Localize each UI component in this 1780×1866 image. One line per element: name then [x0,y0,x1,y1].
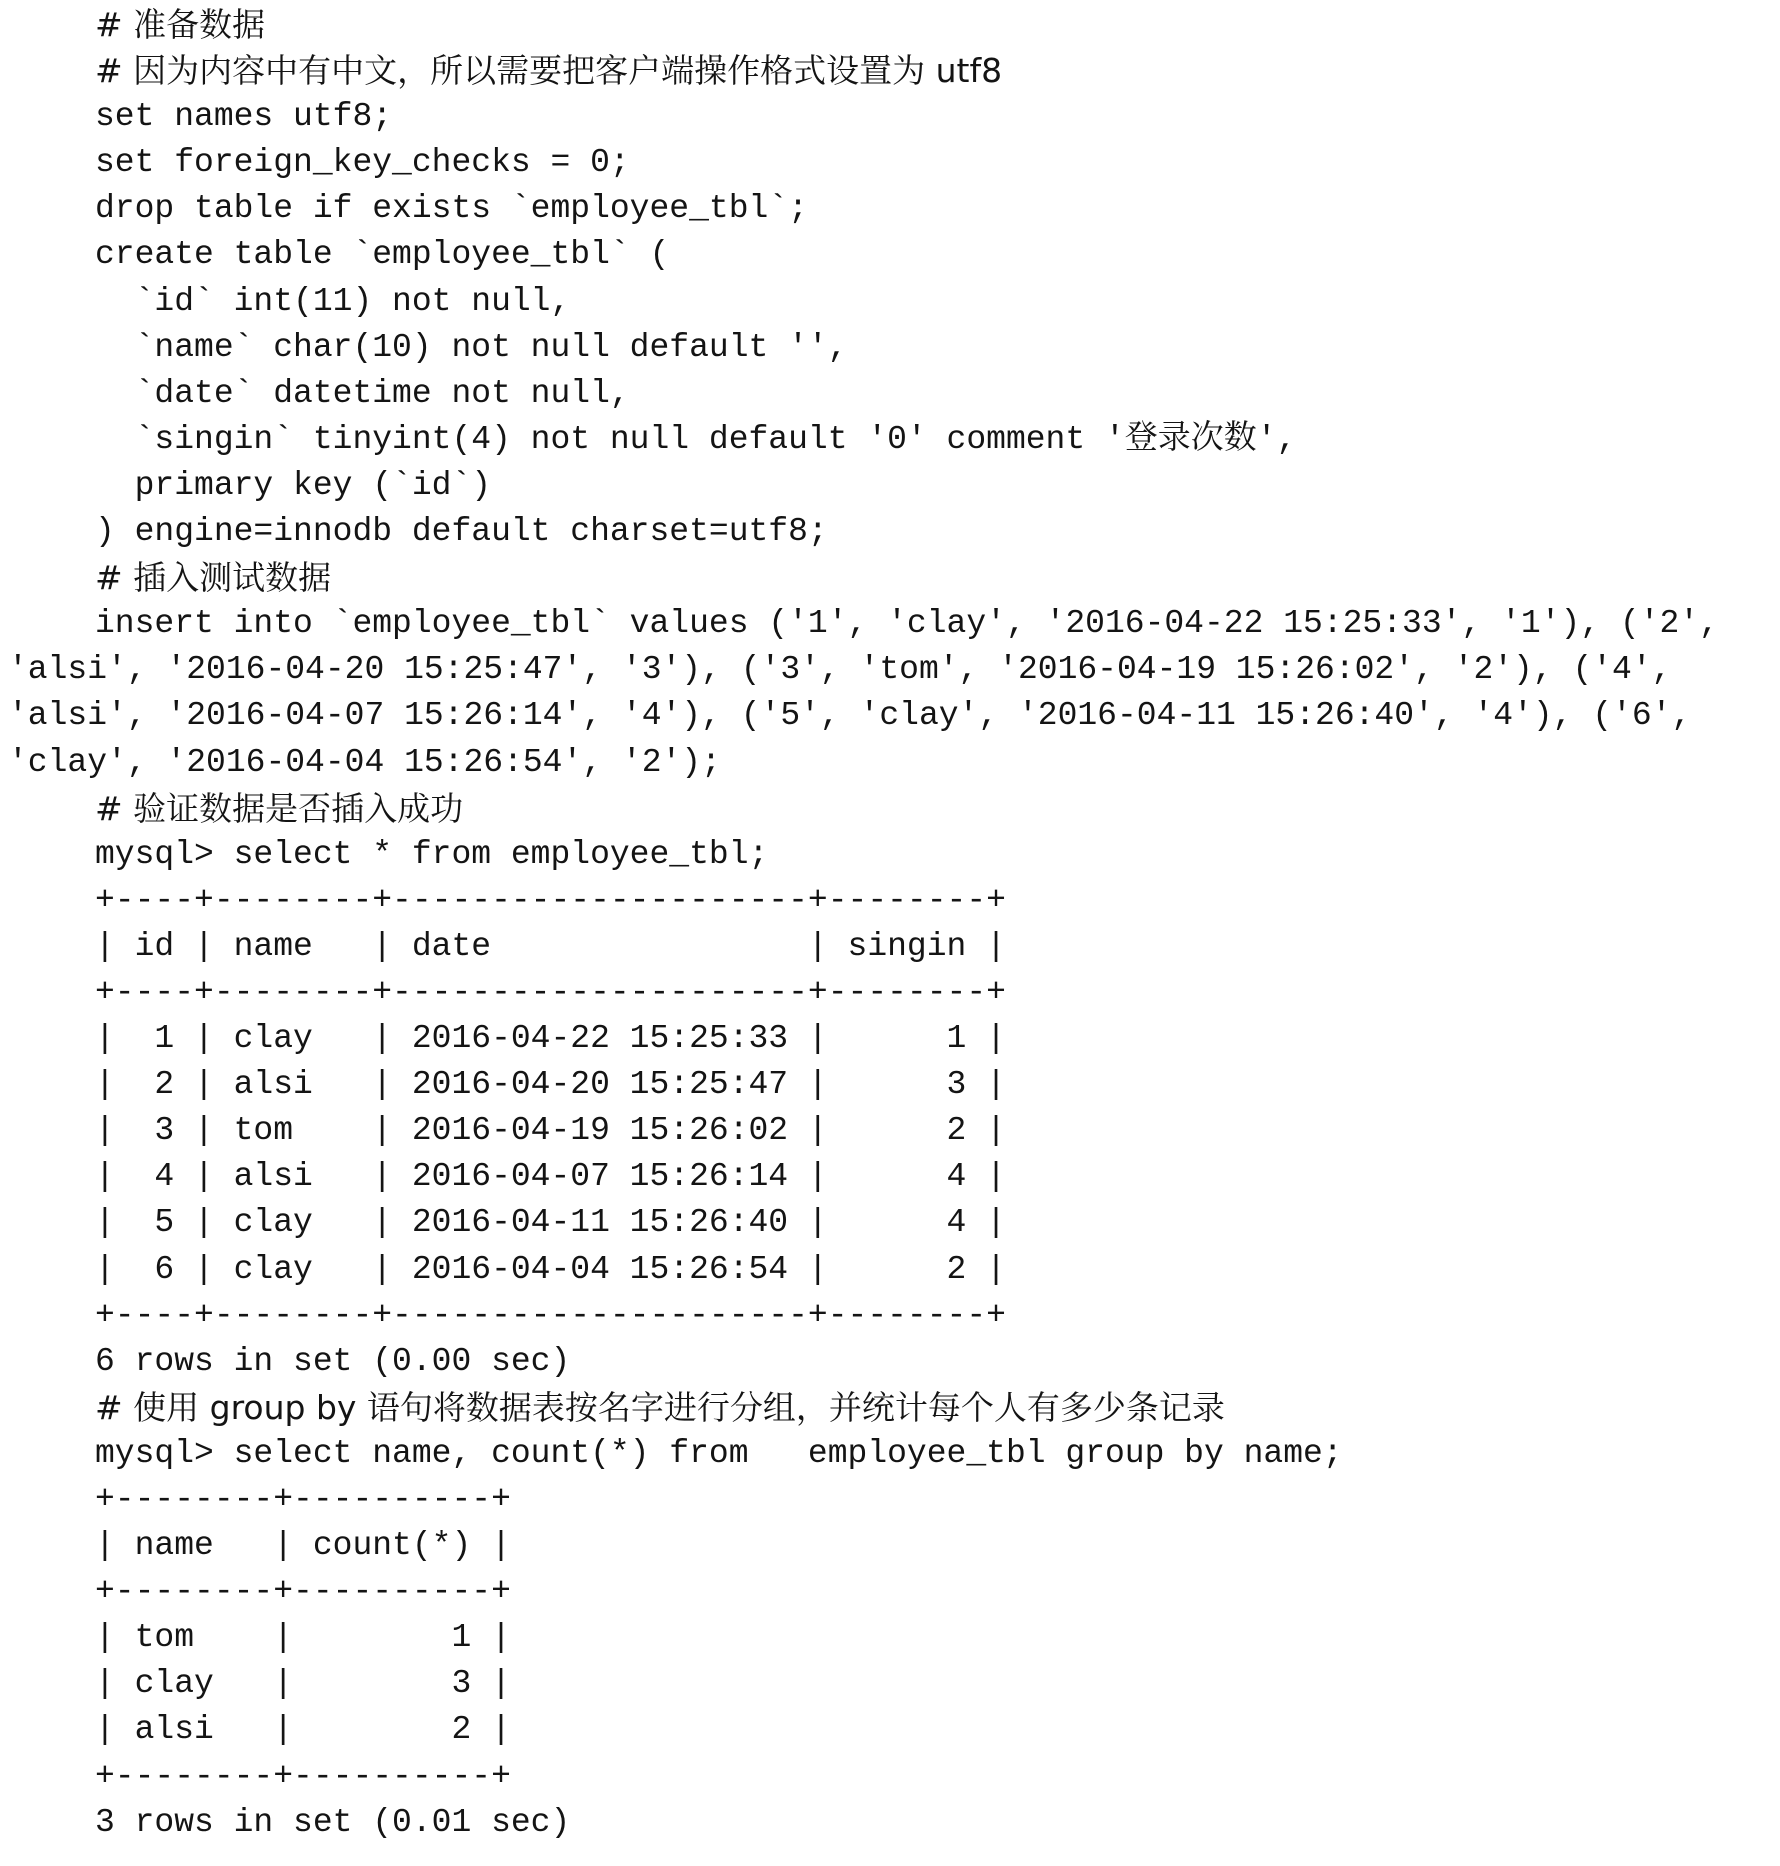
code-line: | id | name | date | singin | [95,927,1006,965]
code-continuation-line: 'clay', '2016-04-04 15:26:54', '2'); [8,743,721,781]
code-line: 3 rows in set (0.01 sec) [95,1803,571,1841]
code-line: primary key (`id`) [95,466,492,504]
code-line: | 2 | alsi | 2016-04-20 15:25:47 | 3 | [95,1066,1006,1104]
code-line: `name` char(10) not null default '', [95,328,848,366]
code-line: +----+--------+---------------------+--------+ [95,881,1006,919]
code-line: +--------+----------+ [95,1757,511,1795]
code-line: | alsi | 2 | [95,1711,511,1749]
code-line: `id` int(11) not null, [95,282,571,320]
code-line: +----+--------+---------------------+--------+ [95,973,1006,1011]
code-line: drop table if exists `employee_tbl`; [95,190,808,228]
code-line: +--------+----------+ [95,1481,511,1518]
code-continuation-line: 'alsi', '2016-04-07 15:26:14', '4'), ('5', 'clay', '2016-04-11 15:26:40', '4'), ('6', [8,697,1692,735]
code-line: | name | count(*) | [95,1527,511,1565]
code-line: set foreign_key_checks = 0; [95,144,630,182]
code-line: mysql> select name, count(*) from employee_tbl group by name; [95,1434,1343,1472]
code-line: ) engine=innodb default charset=utf8; [95,513,828,551]
code-line: `date` datetime not null, [95,374,630,412]
code-line: | 1 | clay | 2016-04-22 15:25:33 | 1 | [95,1020,1006,1058]
code-line: | tom | 1 | [95,1619,511,1657]
comment-line: # 验证数据是否插入成功 [95,788,464,828]
code-line: `singin` tinyint(4) not null default '0' comment '登录次数', [95,420,1297,458]
code-line: 6 rows in set (0.00 sec) [95,1342,571,1380]
code-line: | 5 | clay | 2016-04-11 15:26:40 | 4 | [95,1204,1006,1242]
comment-line: # 插入测试数据 [95,558,332,598]
code-continuation-line: 'alsi', '2016-04-20 15:25:47', '3'), ('3', 'tom', '2016-04-19 15:26:02', '2'), ('4', [8,651,1672,689]
code-line: insert into `employee_tbl` values ('1', 'clay', '2016-04-22 15:25:33', '1'), ('2', [95,605,1719,643]
code-line: | 3 | tom | 2016-04-19 15:26:02 | 2 | [95,1112,1006,1150]
code-line: create table `employee_tbl` ( [95,236,670,274]
code-line: | 6 | clay | 2016-04-04 15:26:54 | 2 | [95,1250,1006,1288]
code-line: +----+--------+---------------------+--------+ [95,1296,1006,1334]
code-line: | clay | 3 | [95,1665,511,1703]
code-line: mysql> select * from employee_tbl; [95,835,769,873]
sql-code-block [8,2,1772,1846]
comment-line: # 使用 group by 语句将数据表按名字进行分组，并统计每个人有多少条记录 [95,1387,1225,1427]
code-line: +--------+----------+ [95,1573,511,1611]
comment-line: # 因为内容中有中文，所以需要把客户端操作格式设置为 utf8 [95,51,1003,91]
comment-line: # 准备数据 [95,5,266,44]
code-line: set names utf8; [95,98,393,136]
code-line: | 4 | alsi | 2016-04-07 15:26:14 | 4 | [95,1158,1006,1196]
